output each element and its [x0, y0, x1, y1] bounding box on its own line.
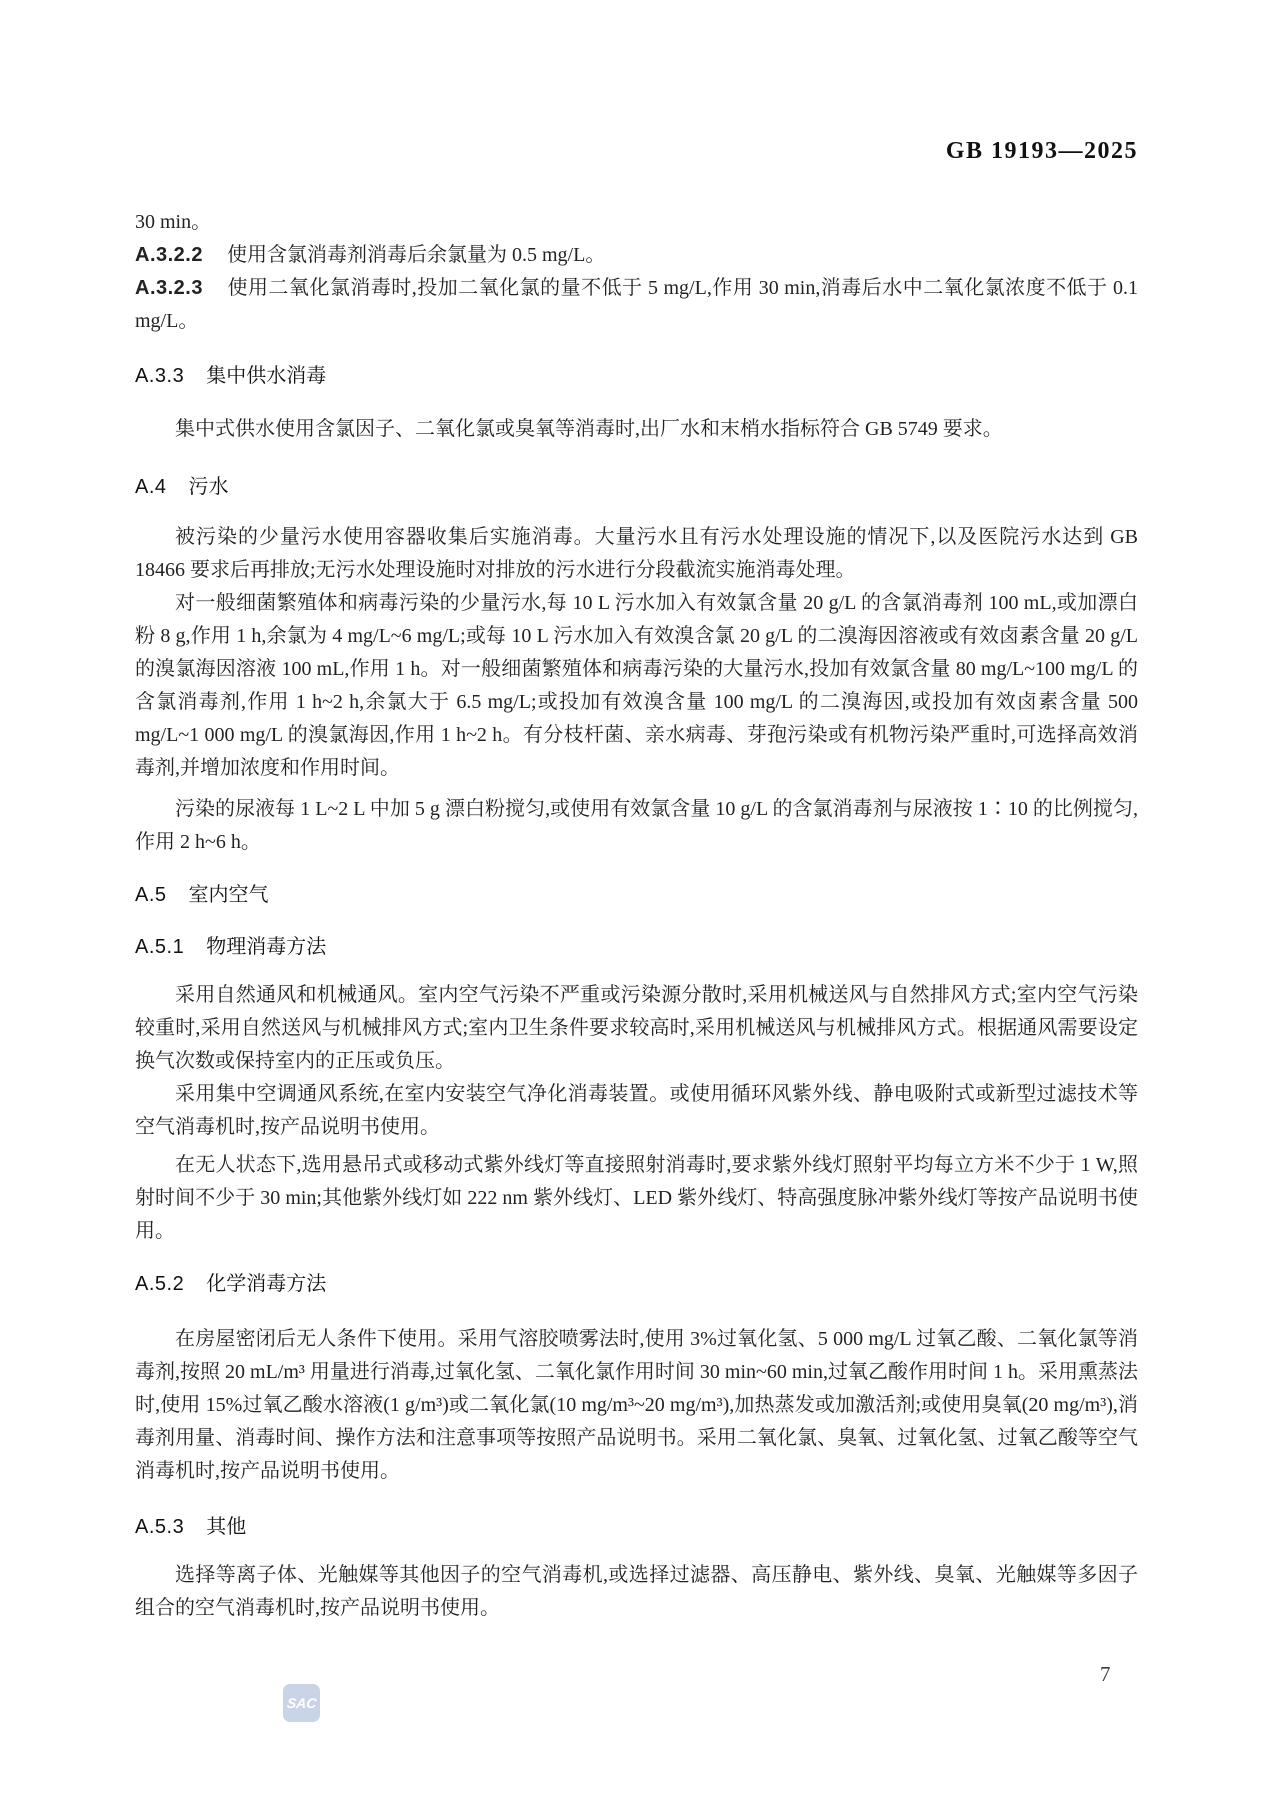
heading-a52	[135, 1268, 1138, 1301]
heading-a33	[135, 360, 1138, 393]
heading-text: 物理消毒方法	[206, 936, 327, 958]
clause-number: A.3.2.3	[135, 277, 203, 299]
document-body	[135, 206, 1138, 1625]
heading-number: A.5.2	[135, 1273, 185, 1295]
heading-number: A.5.3	[135, 1516, 185, 1538]
paragraph: 在无人状态下,选用悬吊式或移动式紫外线灯等直接照射消毒时,要求紫外线灯照射平均每立方米不少于 1 W,照射时间不少于 30 min;其他紫外线灯如 222 nm 紫外线灯、LED 紫外线灯、特高强度脉冲紫外线灯等按产品说明书使用。	[135, 1154, 1138, 1242]
heading-a5	[135, 879, 1138, 912]
heading-a4	[135, 471, 1138, 504]
page-number: 7	[1100, 1662, 1111, 1686]
paragraph-continuation: 30 min。	[135, 211, 212, 233]
heading-number: A.5.1	[135, 936, 185, 958]
doc-number: GB 19193—2025	[945, 138, 1138, 164]
paragraph: 对一般细菌繁殖体和病毒污染的少量污水,每 10 L 污水加入有效氯含量 20 g/L 的含氯消毒剂 100 mL,或加漂白粉 8 g,作用 1 h,余氯为 4 mg/L~6 mg/L;或每 10 L 污水加入有效溴含氯 20 g/L 的二溴海因溶液或有效卤素含量 20 g/L 的溴氯海因溶液 100 mL,作用 1 h。对一般细菌繁殖体和病毒污染的大量污水,投加有效氯含量 80 mg/L~100 mg/L 的含氯消毒剂,作用 1 h~2 h,余氯大于 6.5 mg/L;或投加有效溴含量 100 mg/L 的二溴海因,或投加有效卤素含量 500 mg/L~1 000 mg/L 的溴氯海因,作用 1 h~2 h。有分枝杆菌、亲水病毒、芽孢污染或有机物污染严重时,可选择高效消毒剂,并增加浓度和作用时间。	[135, 592, 1138, 779]
heading-text: 化学消毒方法	[206, 1273, 327, 1295]
paragraph: 污染的尿液每 1 L~2 L 中加 5 g 漂白粉搅匀,或使用有效氯含量 10 g/L 的含氯消毒剂与尿液按 1∶10 的比例搅匀,作用 2 h~6 h。	[135, 798, 1138, 853]
heading-text: 污水	[188, 476, 229, 498]
heading-a53	[135, 1511, 1138, 1544]
paragraph: 采用自然通风和机械通风。室内空气污染不严重或污染源分散时,采用机械送风与自然排风方式;室内空气污染较重时,采用自然送风与机械排风方式;室内卫生条件要求较高时,采用机械送风与机械排风方式。根据通风需要设定换气次数或保持室内的正压或负压。	[135, 984, 1138, 1072]
clause-text: 使用含氯消毒剂消毒后余氯量为 0.5 mg/L。	[226, 244, 606, 266]
paragraph: 采用集中空调通风系统,在室内安装空气净化消毒装置。或使用循环风紫外线、静电吸附式或新型过滤技术等空气消毒机时,按产品说明书使用。	[135, 1083, 1138, 1138]
sac-watermark-logo	[283, 1684, 320, 1722]
clause-a322	[135, 239, 1138, 272]
heading-a51	[135, 931, 1138, 964]
sac-watermark-text: SAC	[285, 1695, 318, 1711]
heading-text: 其他	[206, 1516, 247, 1538]
paragraph: 在房屋密闭后无人条件下使用。采用气溶胶喷雾法时,使用 3%过氧化氢、5 000 mg/L 过氧乙酸、二氧化氯等消毒剂,按照 20 mL/m³ 用量进行消毒,过氧化氢、二氧化氯作用时间 30 min~60 min,过氧乙酸作用时间 1 h。采用熏蒸法时,使用 15%过氧乙酸水溶液(1 g/m³)或二氧化氯(10 mg/m³~20 mg/m³),加热蒸发或加激活剂;或使用臭氧(20 mg/m³),消毒剂用量、消毒时间、操作方法和注意事项等按照产品说明书。采用二氧化氯、臭氧、过氧化氢、过氧乙酸等空气消毒机时,按产品说明书使用。	[135, 1328, 1138, 1482]
paragraph: 集中式供水使用含氯因子、二氧化氯或臭氧等消毒时,出厂水和末梢水指标符合 GB 5749 要求。	[175, 418, 1003, 440]
paragraph: 被污染的少量污水使用容器收集后实施消毒。大量污水且有污水处理设施的情况下,以及医院污水达到 GB 18466 要求后再排放;无污水处理设施时对排放的污水进行分段截流实施消毒处理。	[135, 526, 1138, 581]
paragraph: 选择等离子体、光触媒等其他因子的空气消毒机,或选择过滤器、高压静电、紫外线、臭氧、光触媒等多因子组合的空气消毒机时,按产品说明书使用。	[135, 1564, 1138, 1619]
heading-number: A.3.3	[135, 365, 185, 387]
heading-number: A.4	[135, 476, 167, 498]
heading-number: A.5	[135, 884, 167, 906]
clause-a323	[135, 272, 1138, 338]
heading-text: 集中供水消毒	[206, 365, 327, 387]
clause-number: A.3.2.2	[135, 244, 203, 266]
clause-text: 使用二氧化氯消毒时,投加二氧化氯的量不低于 5 mg/L,作用 30 min,消毒后水中二氧化氯浓度不低于 0.1 mg/L。	[135, 277, 1138, 332]
heading-text: 室内空气	[188, 884, 269, 906]
